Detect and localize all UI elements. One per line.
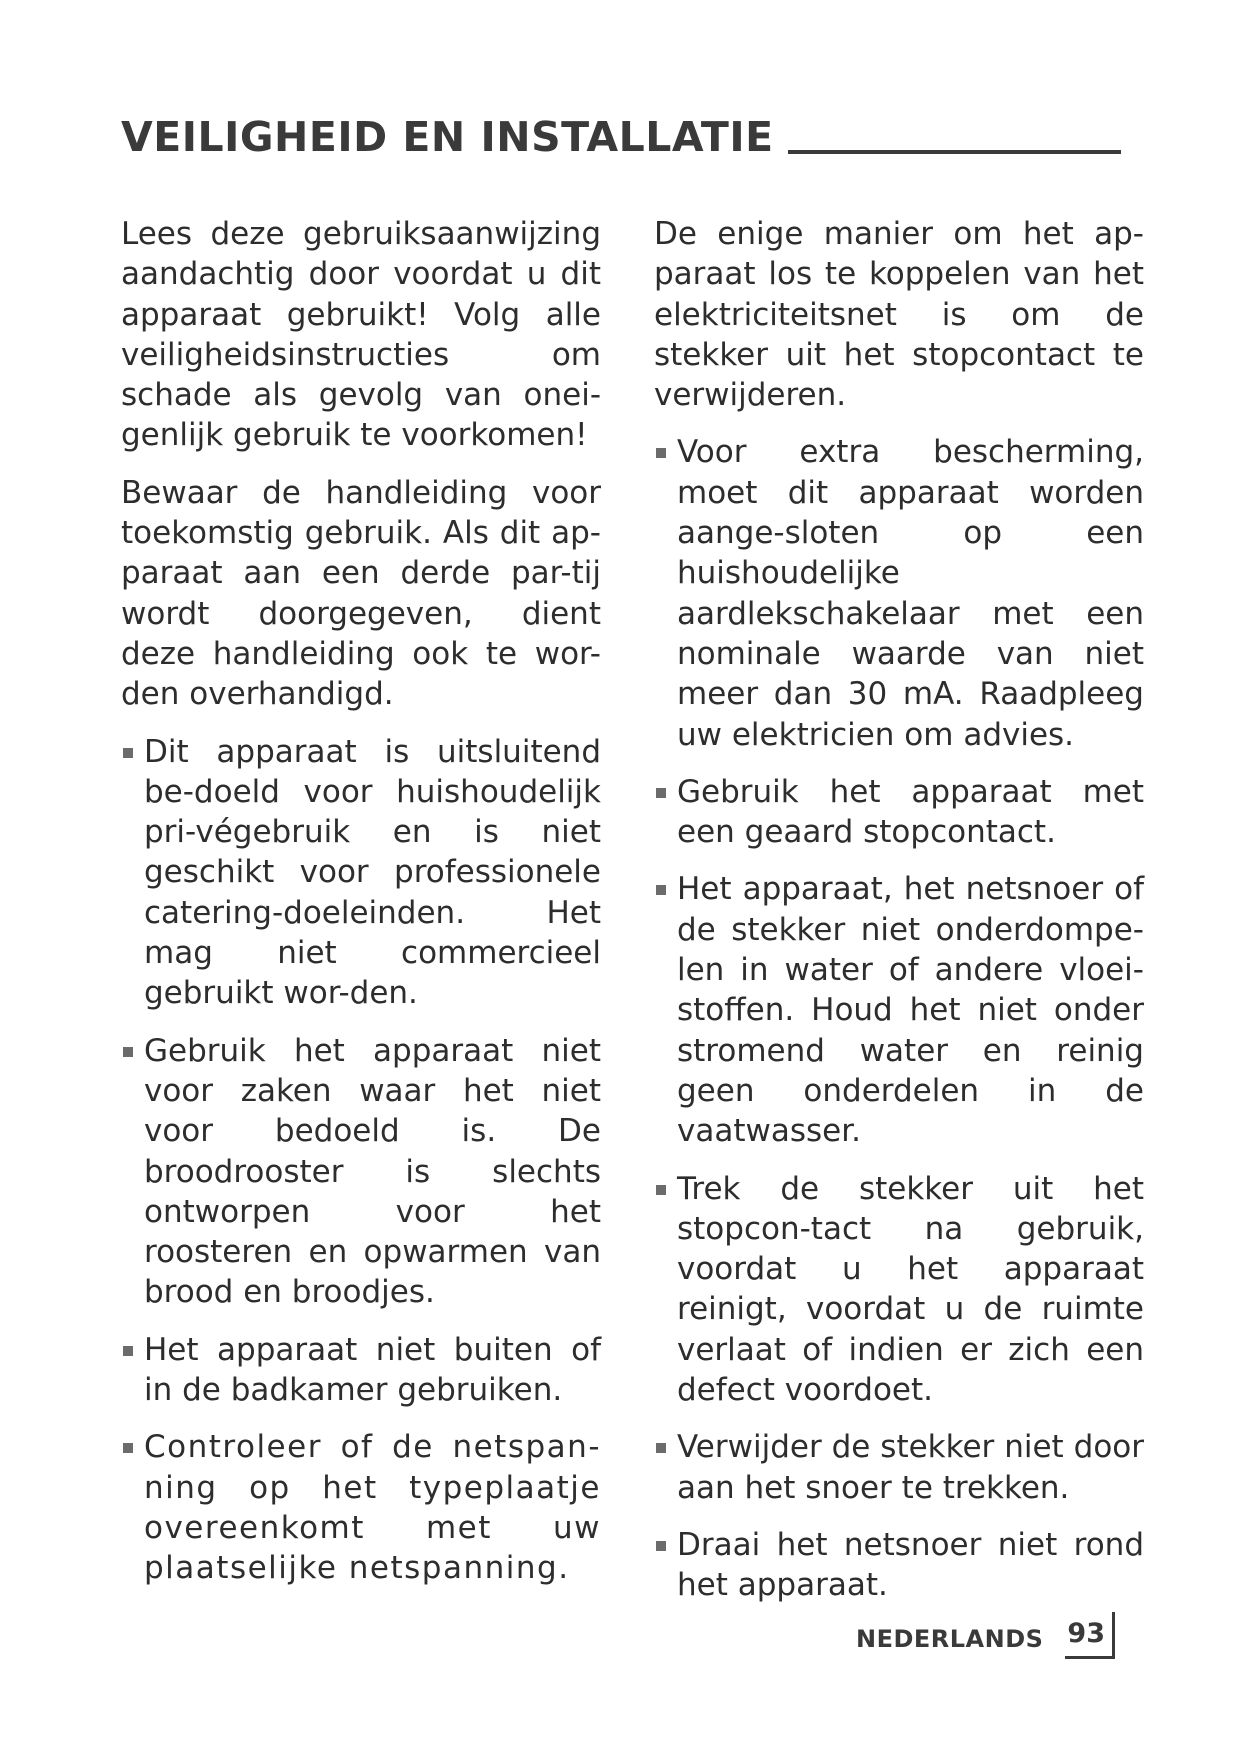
square-bullet-icon	[656, 1443, 666, 1453]
bullet-text: Controleer of de netspan-ning op het typeplaatje overeenkomt met uw plaatselijke netspanning.	[144, 1429, 601, 1587]
bullet-text: Het apparaat niet buiten of in de badkamer gebruiken.	[144, 1331, 601, 1409]
square-bullet-icon	[123, 748, 133, 758]
bullet-text: Verwijder de stekker niet door aan het snoer te trekken.	[677, 1429, 1144, 1506]
page-header	[121, 112, 1121, 162]
list-item	[654, 772, 1144, 853]
disconnect-paragraph: De enige manier om het ap-paraat los te koppelen van het elektriciteitsnet is om de stekker uit het stopcontact te verwijderen.	[654, 216, 1144, 414]
right-column	[654, 214, 1144, 1623]
list-item	[654, 869, 1144, 1151]
list-item	[654, 1525, 1144, 1606]
bullet-text: Gebruik het apparaat met een geaard stopcontact.	[677, 773, 1144, 851]
square-bullet-icon	[123, 1047, 133, 1057]
keep-manual-paragraph: Bewaar de handleiding voor toekomstig gebruik. Als dit ap-paraat aan een derde par-tij wordt doorgegeven, dient deze handleiding ook te wor-den overhandigd.	[121, 474, 601, 713]
page-number-bracket	[1112, 1612, 1115, 1659]
left-column	[121, 214, 601, 1606]
list-item	[121, 1031, 601, 1313]
square-bullet-icon	[656, 885, 666, 895]
title-rule	[788, 150, 1121, 154]
left-bullet-list	[121, 732, 601, 1589]
list-item	[654, 432, 1144, 754]
page-footer	[856, 1614, 1115, 1659]
square-bullet-icon	[656, 448, 666, 458]
bullet-text: Het apparaat, het netsnoer of de stekker niet onderdompe-len in water of andere vloei-stoffen. Houd het niet onder stromend water en reinig geen onderdelen in de vaatwasser.	[677, 871, 1144, 1150]
square-bullet-icon	[123, 1443, 133, 1453]
page-number	[1065, 1614, 1115, 1659]
bullet-text: Trek de stekker uit het stopcon-tact na gebruik, voordat u het apparaat reinigt, voordat u de ruimte verlaat of indien er zich een defect voordoet.	[677, 1170, 1144, 1409]
list-item	[121, 1427, 601, 1588]
square-bullet-icon	[656, 1541, 666, 1551]
square-bullet-icon	[656, 788, 666, 798]
bullet-text: Dit apparaat is uitsluitend be-doeld voor huishoudelijk pri-végebruik en is niet geschikt voor professionele catering-doeleinden. Het mag niet commercieel gebruikt wor-den.	[144, 733, 601, 1012]
list-item	[121, 732, 601, 1014]
list-item	[121, 1330, 601, 1411]
bullet-text: Voor extra bescherming, moet dit apparaat worden aange-sloten op een huishoudelijke aardlekschakelaar met een nominale waarde van niet meer dan 30 mA. Raadpleeg uw elektricien om advies.	[677, 434, 1144, 753]
bullet-text: Gebruik het apparaat niet voor zaken waar het niet voor bedoeld is. De broodrooster is slechts ontworpen voor het roosteren en opwarmen van brood en broodjes.	[144, 1032, 601, 1311]
square-bullet-icon	[123, 1346, 133, 1356]
footer-language: NEDERLANDS	[855, 1625, 1044, 1653]
page-title: VEILIGHEID EN INSTALLATIE	[121, 113, 774, 161]
right-bullet-list	[654, 432, 1144, 1605]
bullet-text: Draai het netsnoer niet rond het apparaat.	[677, 1526, 1144, 1604]
list-item	[654, 1427, 1144, 1508]
page-number-text: 93	[1067, 1618, 1105, 1649]
intro-paragraph: Lees deze gebruiksaanwijzing aandachtig door voordat u dit apparaat gebruikt! Volg alle veiligheidsinstructies om schade als gevolg van onei-genlijk gebruik te voorkomen!	[121, 216, 601, 454]
square-bullet-icon	[656, 1185, 666, 1195]
list-item	[654, 1169, 1144, 1411]
